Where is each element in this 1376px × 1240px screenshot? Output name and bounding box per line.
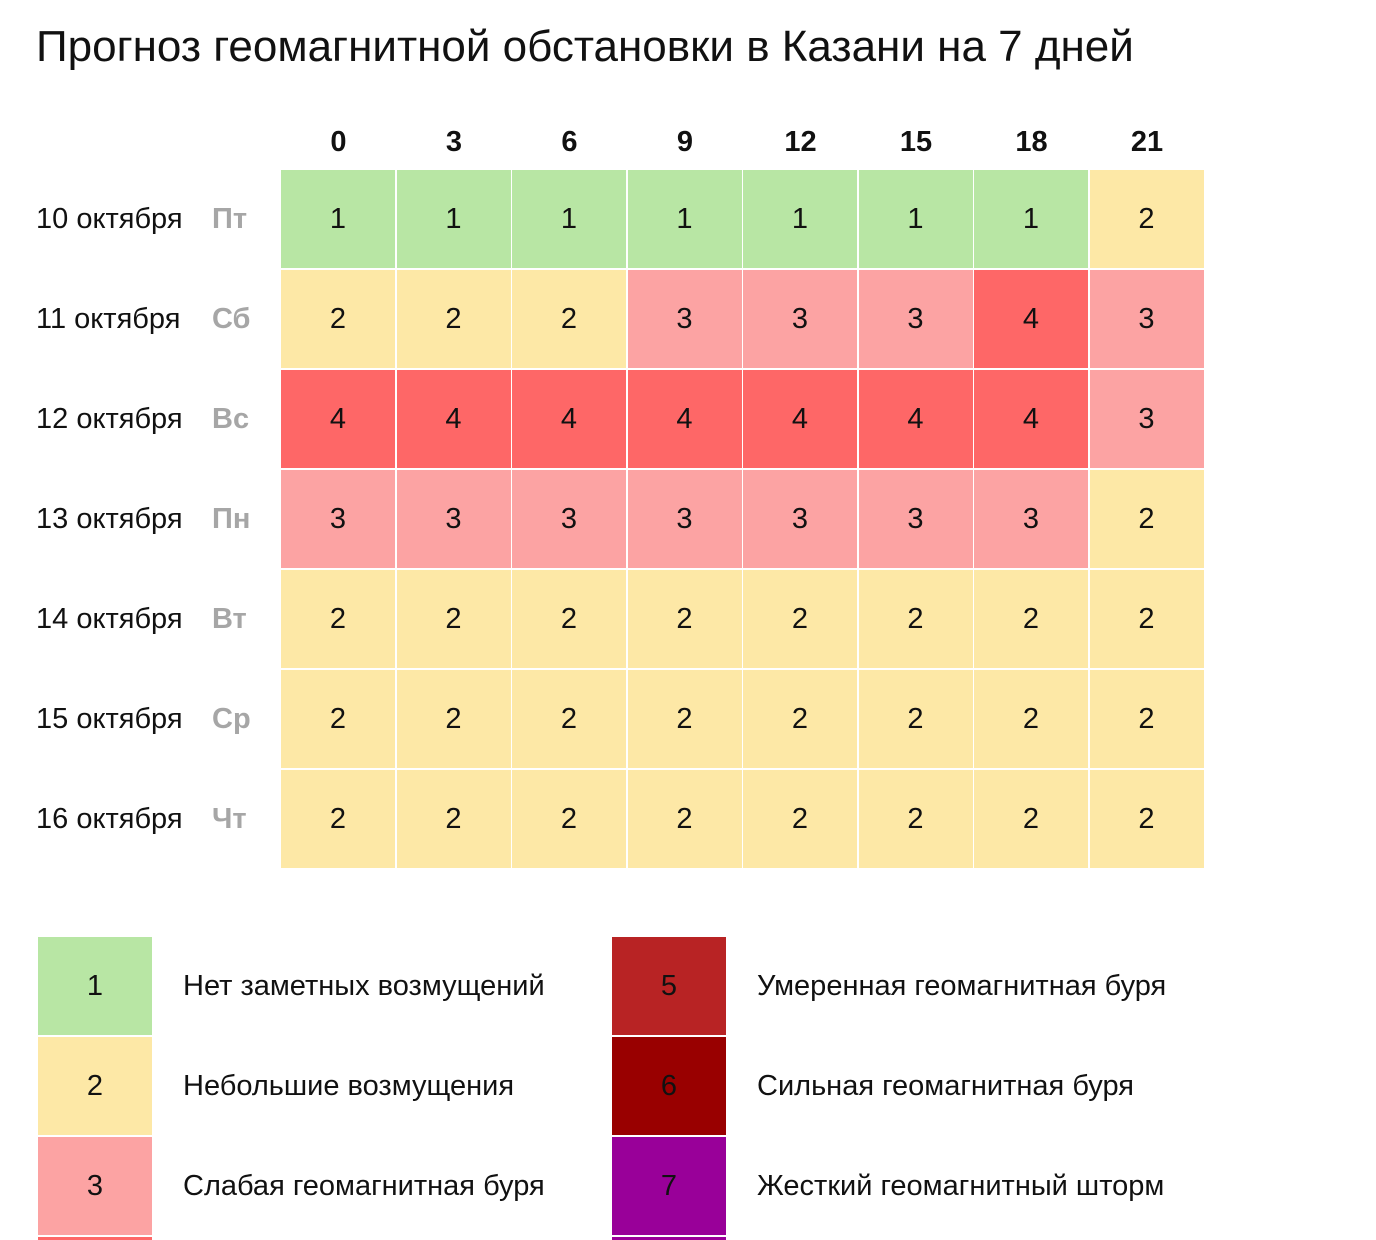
heatmap-cell: 4 (974, 370, 1088, 468)
heatmap-cell: 2 (281, 270, 395, 368)
heatmap-cell: 2 (974, 770, 1088, 868)
legend-label: Сильная геомагнитная буря (757, 1070, 1134, 1102)
row-date: 13 октября (36, 503, 183, 535)
heatmap-cell: 2 (1090, 770, 1204, 868)
heatmap-cell: 2 (281, 570, 395, 668)
hour-label: 18 (1015, 126, 1048, 158)
heatmap-cell: 1 (974, 170, 1088, 268)
row-weekday: Сб (212, 303, 251, 335)
legend-label: Слабая геомагнитная буря (183, 1170, 545, 1202)
row-date: 14 октября (36, 603, 183, 635)
legend-swatch: 5 (612, 937, 726, 1035)
hour-label: 9 (676, 126, 694, 158)
hour-label: 15 (899, 126, 933, 158)
legend-swatch: 7 (612, 1137, 726, 1235)
heatmap-cell: 2 (628, 770, 742, 868)
heatmap-cell: 3 (859, 270, 973, 368)
heatmap-cell: 2 (397, 570, 511, 668)
legend-label: Небольшие возмущения (183, 1070, 515, 1102)
heatmap-cell: 2 (512, 270, 626, 368)
row-weekday: Вт (212, 603, 247, 635)
heatmap-cell: 4 (512, 370, 626, 468)
heatmap-cell: 3 (743, 470, 857, 568)
heatmap-cell: 2 (628, 670, 742, 768)
row-weekday: Чт (212, 803, 247, 835)
heatmap-cell: 1 (397, 170, 511, 268)
heatmap-cell: 1 (628, 170, 742, 268)
heatmap-cell: 3 (859, 470, 973, 568)
heatmap-cell: 3 (628, 270, 742, 368)
row-weekday: Пн (212, 503, 251, 535)
heatmap-cell: 4 (859, 370, 973, 468)
heatmap-cell: 4 (628, 370, 742, 468)
heatmap-cell: 2 (743, 670, 857, 768)
legend-swatch: 3 (38, 1137, 152, 1235)
heatmap-cell: 3 (281, 470, 395, 568)
heatmap-cell: 2 (859, 570, 973, 668)
row-label (36, 770, 247, 869)
row-label (36, 470, 250, 569)
hour-label: 12 (784, 126, 817, 158)
heatmap-cell: 2 (512, 570, 626, 668)
heatmap-cell: 3 (974, 470, 1088, 568)
heatmap-cell: 3 (1090, 270, 1204, 368)
heatmap-cell: 2 (859, 770, 973, 868)
legend-label: Умеренная геомагнитная буря (757, 970, 1167, 1002)
hour-label: 3 (445, 126, 463, 158)
heatmap-cell: 2 (281, 670, 395, 768)
heatmap-cell: 2 (397, 770, 511, 868)
heatmap-cell: 4 (281, 370, 395, 468)
hour-label: 21 (1130, 126, 1164, 158)
row-label (36, 170, 247, 269)
heatmap-cell: 2 (397, 670, 511, 768)
heatmap-cell: 2 (743, 570, 857, 668)
heatmap-cell: 2 (1090, 570, 1204, 668)
heatmap-cell: 1 (512, 170, 626, 268)
row-weekday: Вс (212, 403, 250, 435)
heatmap-cell: 1 (281, 170, 395, 268)
heatmap-cell: 2 (1090, 670, 1204, 768)
row-date: 10 октября (36, 203, 183, 235)
heatmap-cell: 3 (512, 470, 626, 568)
heatmap-cell: 2 (397, 270, 511, 368)
page-title: Прогноз геомагнитной обстановки в Казани на 7 дней (36, 22, 1134, 71)
row-label (36, 370, 249, 469)
heatmap-cell: 2 (1090, 470, 1204, 568)
heatmap-cell: 2 (974, 670, 1088, 768)
heatmap-cell: 2 (512, 770, 626, 868)
heatmap-cell: 2 (281, 770, 395, 868)
row-label (36, 670, 251, 769)
heatmap-cell: 4 (397, 370, 511, 468)
heatmap-cell: 2 (974, 570, 1088, 668)
heatmap-cell: 2 (1090, 170, 1204, 268)
hour-label: 6 (561, 126, 578, 158)
row-label (36, 570, 247, 669)
heatmap-cell: 4 (974, 270, 1088, 368)
row-date: 12 октября (36, 403, 183, 435)
heatmap-cell: 2 (743, 770, 857, 868)
legend-label: Жесткий геомагнитный шторм (757, 1170, 1165, 1202)
row-weekday: Ср (212, 703, 251, 735)
legend-label: Нет заметных возмущений (183, 970, 545, 1002)
row-weekday: Пт (212, 203, 248, 235)
heatmap-cell: 3 (1090, 370, 1204, 468)
heatmap-cell: 2 (628, 570, 742, 668)
row-date: 16 октября (36, 803, 183, 835)
heatmap-cell: 3 (397, 470, 511, 568)
legend-swatch: 2 (38, 1037, 152, 1135)
heatmap-cell: 4 (743, 370, 857, 468)
row-label (36, 270, 250, 369)
heatmap-cell: 1 (859, 170, 973, 268)
row-date: 11 октября (36, 303, 181, 335)
hour-label: 0 (330, 126, 347, 158)
heatmap-cell: 3 (628, 470, 742, 568)
heatmap-cell: 2 (859, 670, 973, 768)
heatmap-cell: 3 (743, 270, 857, 368)
heatmap-cell: 1 (743, 170, 857, 268)
legend-swatch: 6 (612, 1037, 726, 1135)
row-date: 15 октября (36, 703, 183, 735)
heatmap-cell: 2 (512, 670, 626, 768)
legend-swatch: 1 (38, 937, 152, 1035)
